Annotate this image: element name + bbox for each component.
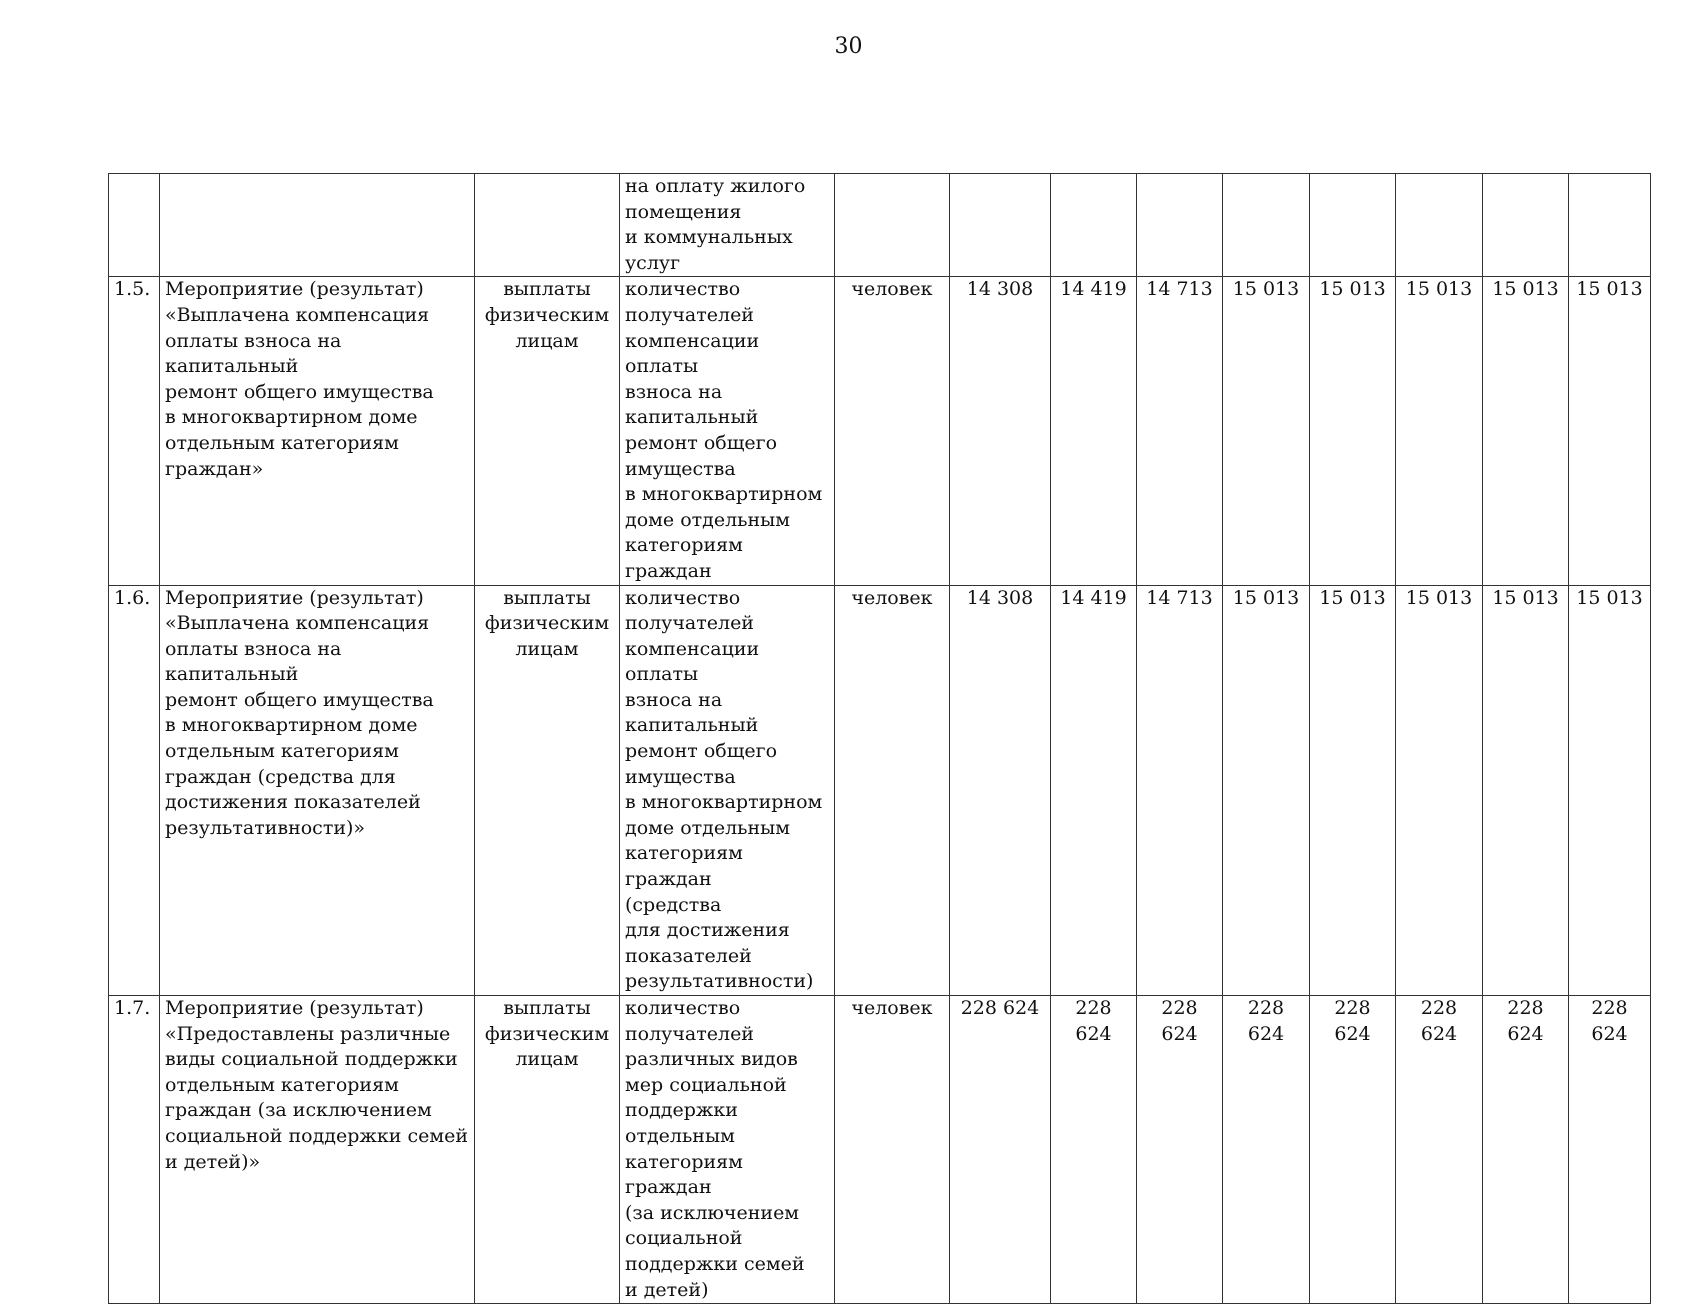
event-type-cell: выплаты физическим лицам [475,585,620,996]
value-cell [1310,174,1396,277]
value-cell: 15 013 [1223,585,1310,996]
value-cell [950,174,1051,277]
event-name-cell: Мероприятие (результат) «Выплачена компенсация оплаты взноса на капитальный ремонт общего имущества в многоквартирном доме отдельным категориям граждан» [160,277,475,585]
value-cell [1223,174,1310,277]
value-cell: 15 013 [1483,585,1569,996]
event-name-cell: Мероприятие (результат) «Предоставлены различные виды социальной поддержки отдельным категориям граждан (за исключением социальной поддержки семей и детей)» [160,996,475,1304]
value-cell: 228 624 [1569,996,1651,1304]
row-number-cell: 1.5. [109,277,160,585]
row-number-cell: 1.7. [109,996,160,1304]
value-cell: 15 013 [1569,277,1651,585]
row-number-cell [109,174,160,277]
unit-cell [835,174,950,277]
event-type-cell: выплаты физическим лицам [475,277,620,585]
value-cell [1137,174,1223,277]
value-cell: 15 013 [1310,277,1396,585]
value-cell: 15 013 [1396,585,1483,996]
value-cell: 228 624 [1137,996,1223,1304]
value-cell: 14 713 [1137,277,1223,585]
value-cell: 228 624 [1051,996,1137,1304]
row-number-cell: 1.6. [109,585,160,996]
value-cell: 15 013 [1396,277,1483,585]
value-cell: 228 624 [1396,996,1483,1304]
event-type-cell [475,174,620,277]
value-cell [1051,174,1137,277]
indicator-cell: количество получателей различных видов мер социальной поддержки отдельным категориям граждан (за исключением социальной поддержки семей и детей) [620,996,835,1304]
event-name-cell [160,174,475,277]
indicator-cell: количество получателей компенсации оплаты взноса на капитальный ремонт общего имущества в многоквартирном доме отдельным категориям граждан (средства для достижения показателей результативности) [620,585,835,996]
unit-cell: человек [835,585,950,996]
unit-cell: человек [835,277,950,585]
value-cell: 228 624 [1310,996,1396,1304]
value-cell [1483,174,1569,277]
table-row [109,996,1651,1304]
measures-table [108,173,1651,1304]
event-name-cell: Мероприятие (результат) «Выплачена компенсация оплаты взноса на капитальный ремонт общего имущества в многоквартирном доме отдельным категориям граждан (средства для достижения показателей результативности)» [160,585,475,996]
value-cell [1396,174,1483,277]
value-cell: 14 419 [1051,585,1137,996]
value-cell: 14 713 [1137,585,1223,996]
value-cell: 15 013 [1223,277,1310,585]
value-cell [1569,174,1651,277]
indicator-cell: количество получателей компенсации оплаты взноса на капитальный ремонт общего имущества в многоквартирном доме отдельным категориям граждан [620,277,835,585]
indicator-cell: на оплату жилого помещения и коммунальных услуг [620,174,835,277]
event-type-cell: выплаты физическим лицам [475,996,620,1304]
value-cell: 228 624 [1483,996,1569,1304]
value-cell: 14 419 [1051,277,1137,585]
table-row [109,585,1651,996]
value-cell: 228 624 [950,996,1051,1304]
table-row [109,174,1651,277]
value-cell: 228 624 [1223,996,1310,1304]
value-cell: 15 013 [1569,585,1651,996]
value-cell: 15 013 [1310,585,1396,996]
value-cell: 14 308 [950,277,1051,585]
value-cell: 15 013 [1483,277,1569,585]
page-number: 30 [834,34,863,59]
table-row [109,277,1651,585]
value-cell: 14 308 [950,585,1051,996]
unit-cell: человек [835,996,950,1304]
